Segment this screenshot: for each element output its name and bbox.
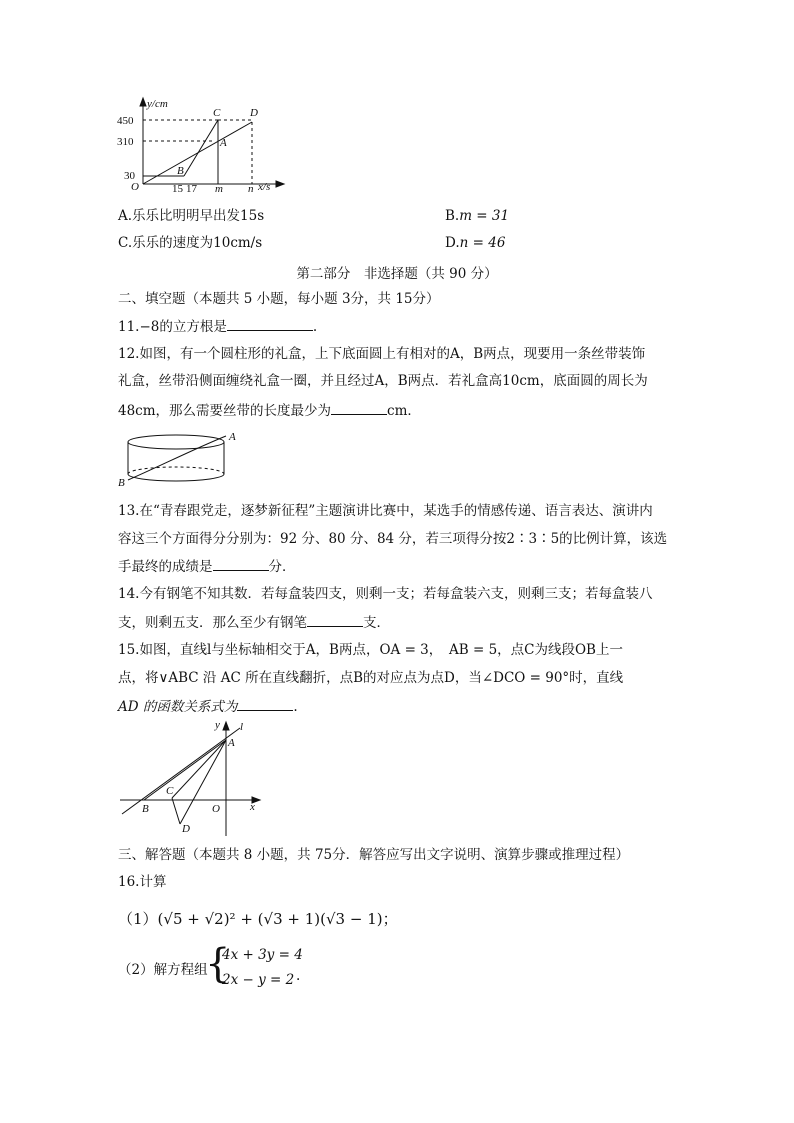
equation-2: 2x − y = 2 bbox=[222, 972, 295, 988]
graph2-point-o: O bbox=[212, 803, 220, 815]
q12-line2: 礼盒，丝带沿侧面缠绕礼盒一圈，并且经过A，B两点．若礼盒高10cm，底面圆的周长为 bbox=[118, 373, 648, 389]
q14-line2a: 支，则剩五支．那么至少有钢笔 bbox=[118, 615, 307, 631]
system-brace: { bbox=[205, 941, 231, 987]
q13-line3 bbox=[118, 557, 296, 576]
fold-figure bbox=[116, 716, 266, 838]
y-axis-label: y/cm bbox=[147, 98, 168, 110]
cylinder-a-label: A bbox=[229, 431, 236, 443]
q16-part1 bbox=[118, 910, 398, 928]
q15-line1: 15.如图，直线l与坐标轴相交于A，B两点，OA = 3， AB = 5，点C为线段OB上一 bbox=[118, 642, 623, 658]
q15-answer-blank bbox=[237, 697, 293, 711]
q12-line3 bbox=[118, 401, 421, 420]
origin-label: O bbox=[131, 181, 139, 192]
graph2-point-c: C bbox=[166, 785, 174, 797]
q15-line3a: AD 的函数关系式为 bbox=[118, 699, 238, 715]
q14-answer-blank bbox=[307, 613, 363, 627]
x-tick-17: 17 bbox=[186, 183, 197, 192]
q13-answer-blank bbox=[213, 557, 269, 571]
option-d-prefix: D. bbox=[445, 235, 460, 251]
point-d-label: D bbox=[250, 107, 258, 119]
option-d-expr: n = 46 bbox=[459, 235, 506, 251]
q12-line3a: 48cm，那么需要丝带的长度最少为 bbox=[118, 403, 332, 419]
distance-time-graph bbox=[114, 96, 294, 192]
x-tick-m: m bbox=[215, 183, 223, 192]
q12-line1: 12.如图，有一个圆柱形的礼盒，上下底面圆上有相对的A，B两点，现要用一条丝带装饰 bbox=[118, 346, 646, 362]
graph2-y-label: y bbox=[215, 719, 220, 731]
y-tick-30: 30 bbox=[124, 170, 135, 182]
q14-line2b: 支． bbox=[363, 615, 390, 631]
option-b-prefix: B. bbox=[445, 208, 460, 224]
cylinder-b-label: B bbox=[118, 477, 125, 488]
question-11 bbox=[118, 317, 317, 336]
q13-line2: 容这三个方面得分分别为：92 分、80 分、84 分，若三项得分按2∶3∶5的比例计算，该选 bbox=[118, 531, 668, 547]
q14-line2 bbox=[118, 613, 390, 632]
x-axis-label: x/s bbox=[258, 181, 271, 192]
q16-part1-label: （1） bbox=[118, 910, 158, 928]
option-d bbox=[445, 234, 505, 252]
line-l-label: l bbox=[240, 721, 244, 733]
q16-part2-end: . bbox=[296, 968, 301, 984]
point-c-label: C bbox=[213, 107, 221, 119]
x-tick-n: n bbox=[248, 183, 254, 192]
q15-line3 bbox=[118, 697, 298, 716]
q11-answer-blank bbox=[227, 317, 313, 331]
option-a: A.乐乐比明明早出发15s bbox=[118, 208, 265, 224]
q13-line1: 13.在“青春跟党走，逐梦新征程”主题演讲比赛中，某选手的情感传递、语言表达、演讲内 bbox=[118, 503, 653, 519]
q13-line3b: 分． bbox=[268, 559, 296, 575]
option-c: C.乐乐的速度为10cm/s bbox=[118, 235, 263, 251]
x-tick-15: 15 bbox=[172, 183, 183, 192]
graph2-point-d: D bbox=[182, 823, 190, 835]
graph2-point-b: B bbox=[142, 803, 149, 815]
option-b-expr: m = 31 bbox=[459, 208, 510, 224]
section2-header: 二、填空题（本题共 5 小题，每小题 3分，共 15分） bbox=[118, 291, 440, 307]
part2-title: 第二部分 非选择题（共 90 分） bbox=[296, 266, 498, 282]
q12-answer-blank bbox=[331, 401, 387, 415]
q11-end: . bbox=[312, 319, 318, 335]
q16-part1-expr: (√5 + √2)² + (√3 + 1)(√3 − 1)； bbox=[157, 910, 398, 928]
q12-line3b: cm． bbox=[387, 403, 421, 419]
cylinder-figure bbox=[116, 428, 246, 488]
y-tick-310: 310 bbox=[117, 136, 134, 148]
graph2-point-a: A bbox=[228, 737, 235, 749]
q15-line2: 点，将∨ABC 沿 AC 所在直线翻折，点B的对应点为点D，当∠DCO = 90°时，直线 bbox=[118, 670, 624, 686]
q13-line3a: 手最终的成绩是 bbox=[118, 559, 213, 575]
q11-text: 11.−8的立方根是 bbox=[118, 319, 227, 335]
q16-title: 16.计算 bbox=[118, 874, 167, 890]
y-tick-450: 450 bbox=[117, 115, 134, 127]
q14-line1: 14.今有钢笔不知其数．若每盒装四支，则剩一支；若每盒装六支，则剩三支；若每盒装八 bbox=[118, 586, 653, 602]
q16-part2-label: （2）解方程组 bbox=[118, 962, 208, 978]
equation-1: 4x + 3y = 4 bbox=[222, 947, 303, 963]
point-a-label: A bbox=[220, 137, 227, 149]
q15-line3b: . bbox=[293, 699, 298, 715]
option-b bbox=[445, 207, 509, 225]
section3-header: 三、解答题（本题共 8 小题，共 75分．解答应写出文字说明、演算步骤或推理过程） bbox=[118, 847, 630, 863]
point-b-label: B bbox=[177, 165, 184, 177]
graph2-x-label: x bbox=[250, 801, 255, 813]
